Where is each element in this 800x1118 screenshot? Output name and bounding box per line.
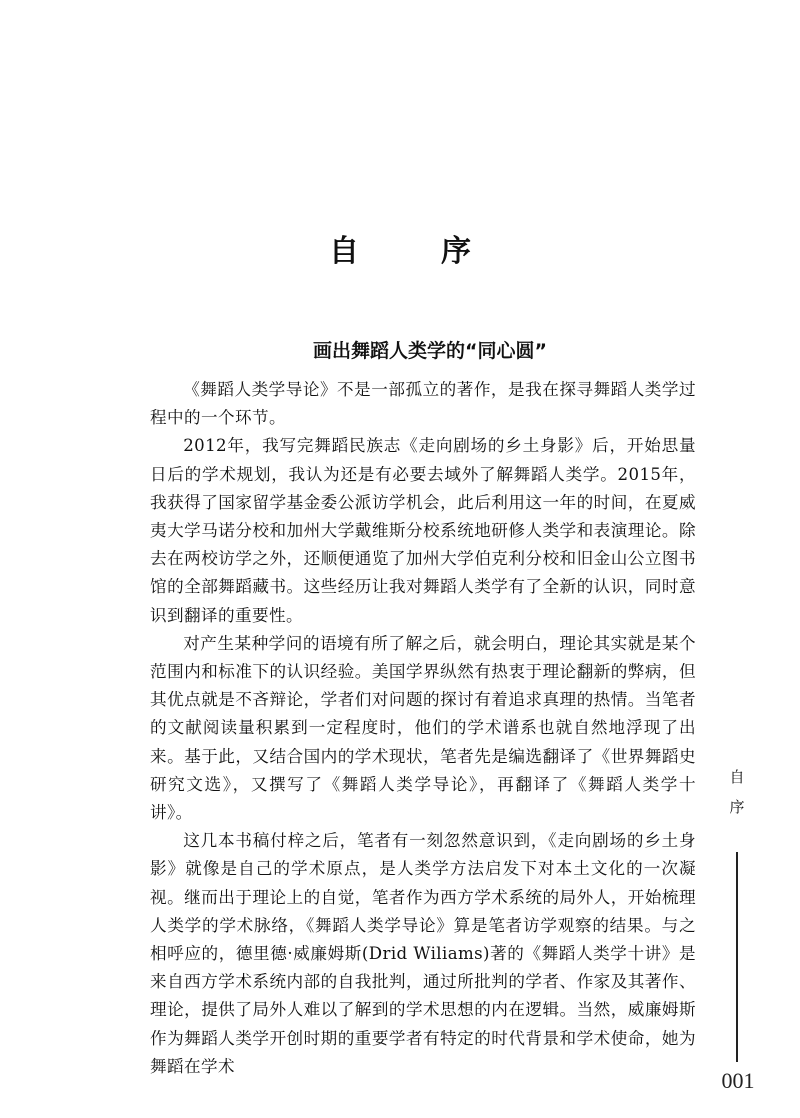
running-header	[727, 768, 747, 828]
paragraph-4: 这几本书稿付梓之后，笔者有一刻忽然意识到，《走向剧场的乡土身影》就像是自己的学术原点，是人类学方法启发下对本土文化的一次凝视。继而出于理论上的自觉，笔者作为西方学术系统的局外人，开始梳理人类学的学术脉络，《舞蹈人类学导论》算是笔者访学观察的结果。与之相呼应的，德里德·威廉姆斯(Drid Wiliams)著的《舞蹈人类学十讲》是来自西方学术系统内部的自我批判，通过所批判的学者、作家及其著作、理论，提供了局外人难以了解到的学术思想的内在逻辑。当然，威廉姆斯作为舞蹈人类学开创时期的重要学者有特定的时代背景和学术使命，她为舞蹈在学术	[150, 831, 696, 1076]
article-title: 画出舞蹈人类学的“同心圆”	[313, 340, 547, 362]
body-text	[150, 376, 696, 1081]
running-header-char-2: 序	[729, 798, 745, 816]
paragraph-3: 对产生某种学问的语境有所了解之后，就会明白，理论其实就是某个范围内和标准下的认识经验。美国学界纵然有热衷于理论翻新的弊病，但其优点就是不吝辩论，学者们对问题的探讨有着追求真理的热情。当笔者的文献阅读量积累到一定程度时，他们的学术谱系也就自然地浮现了出来。基于此，又结合国内的学术现状，笔者先是编选翻译了《世界舞蹈史研究文选》，又撰写了《舞蹈人类学导论》，再翻译了《舞蹈人类学十讲》。	[150, 633, 696, 823]
paragraph-2: 2012年，我写完舞蹈民族志《走向剧场的乡土身影》后，开始思量日后的学术规划，我认为还是有必要去域外了解舞蹈人类学。2015年，我获得了国家留学基金委公派访学机会，此后利用这一年的时间，在夏威夷大学马诺分校和加州大学戴维斯分校系统地研修人类学和表演理论。除去在两校访学之外，还顺便通览了加州大学伯克利分校和旧金山公立图书馆的全部舞蹈藏书。这些经历让我对舞蹈人类学有了全新的认识，同时意识到翻译的重要性。	[150, 436, 696, 625]
page-title: 自 序	[329, 234, 497, 269]
paragraph-1: 《舞蹈人类学导论》不是一部孤立的著作，是我在探寻舞蹈人类学过程中的一个环节。	[150, 380, 696, 428]
running-header-char-1: 自	[729, 768, 745, 786]
running-header-rule	[736, 852, 738, 1062]
page-number: 001	[721, 1068, 755, 1093]
